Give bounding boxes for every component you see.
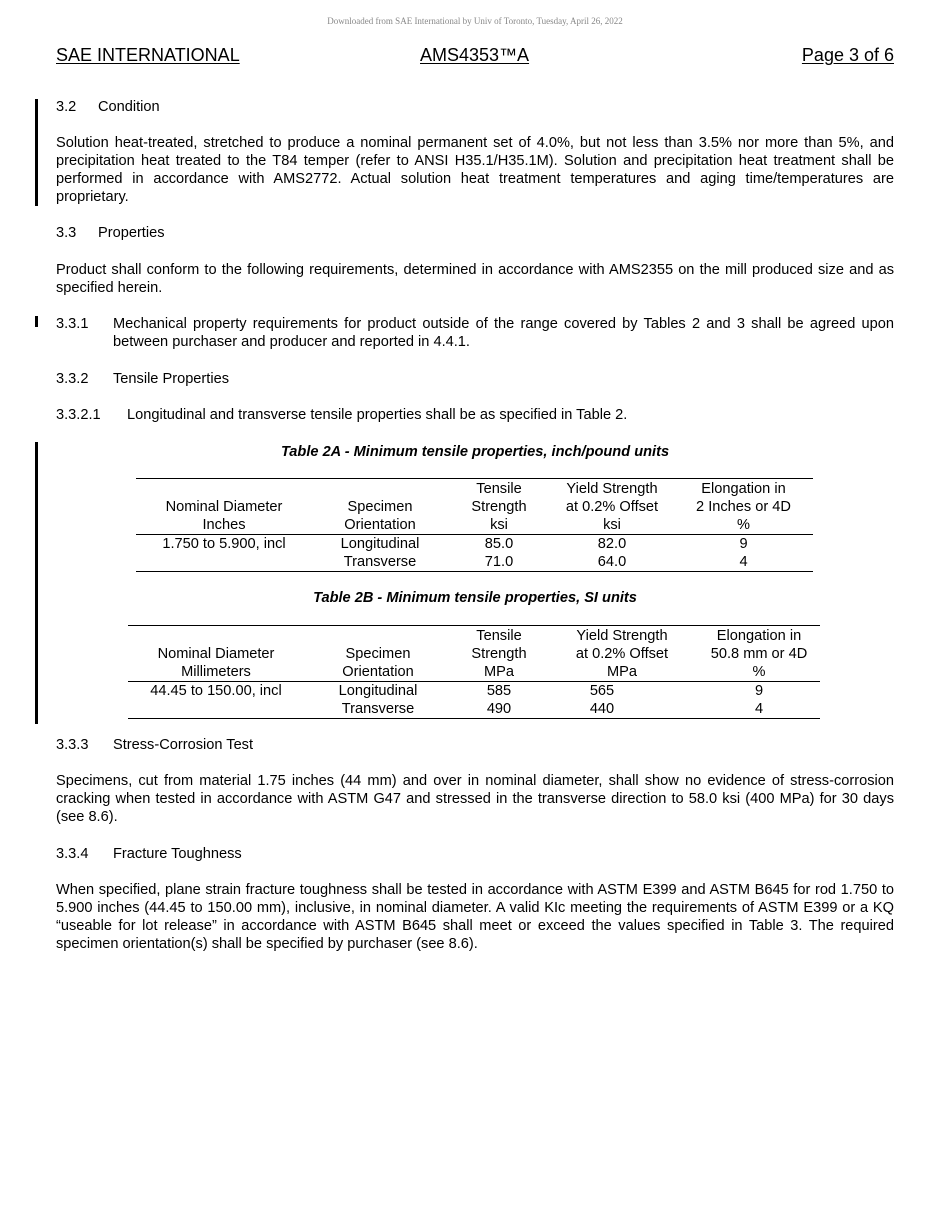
- header-cell: ksi: [603, 517, 621, 533]
- table-cell: 82.0: [597, 536, 627, 552]
- paragraph-text: Mechanical property requirements for product outside of the range covered by Tables 2 and 3 shall be agreed upon between purchaser and producer and reported in 4.4.1.: [113, 316, 894, 350]
- table-cell: 490: [486, 701, 512, 717]
- table-cell: Longitudinal: [338, 683, 418, 699]
- section-number: 3.2: [56, 99, 77, 115]
- table-cell: 4: [739, 554, 748, 570]
- section-3-3-1: [56, 315, 894, 351]
- paragraph-fracture-toughness: When specified, plane strain fracture toughness shall be tested in accordance with ASTM E399 and ASTM B645 for rod 1.750 to 5.900 inches (44.45 to 150.00 mm), inclusive, in nominal diameter. A valid KIc meeting the requirements of ASTM E399 or a KQ “useable for lot release” in accordance with ASTM B645 shall meet or exceed the values specified in Table 3. The required specimen orientation(s) shall be specified by purchaser (see 8.6).: [56, 882, 894, 952]
- table-row: [136, 535, 813, 554]
- header-page-number: Page 3 of 6: [801, 45, 894, 65]
- change-bar: [35, 99, 38, 206]
- header-cell: Orientation: [342, 664, 414, 680]
- header-cell: %: [752, 664, 766, 680]
- header-cell: Elongation in: [716, 628, 802, 644]
- section-title: Fracture Toughness: [113, 846, 242, 862]
- table-cell: [128, 700, 304, 719]
- header-cell: Yield Strength: [576, 628, 668, 644]
- section-heading-3-3: [56, 224, 894, 242]
- header-cell: 50.8 mm or 4D: [710, 646, 808, 662]
- header-cell: Tensile: [476, 481, 522, 497]
- section-heading-3-3-3: [56, 736, 894, 754]
- header-cell: Strength: [471, 499, 527, 515]
- table-header-row: [128, 663, 820, 682]
- download-notice: Downloaded from SAE International by Univ of Toronto, Tuesday, April 26, 2022: [327, 16, 623, 26]
- table-cell: Transverse: [343, 554, 417, 570]
- section-3-3-2-1: [56, 406, 894, 424]
- paragraph-condition: Solution heat-treated, stretched to produce a nominal permanent set of 4.0%, but not less than 3.5% nor more than 5%, and precipitation heat treated to the T84 temper (refer to ANSI H35.1/H35.1M). Solution and precipitation heat treatment shall be performed in accordance with AMS2772. Actual solution heat treatment temperatures and aging time/temperatures are proprietary.: [56, 135, 894, 205]
- paragraph-properties: Product shall conform to the following requirements, determined in accordance with AMS2355 on the mill produced size and as specified herein.: [56, 262, 894, 296]
- header-cell: Elongation in: [701, 481, 786, 497]
- table-header-row: [128, 626, 820, 646]
- section-title: Condition: [98, 99, 160, 115]
- table-row: [128, 682, 820, 701]
- table-cell: 565: [589, 683, 615, 699]
- table-2a-caption: Table 2A - Minimum tensile properties, inch/pound units: [280, 444, 670, 460]
- header-cell: Nominal Diameter: [157, 646, 275, 662]
- header-doc-number: AMS4353™A: [420, 45, 530, 65]
- table-row: [136, 553, 813, 572]
- table-cell: Longitudinal: [340, 536, 420, 552]
- header-cell: at 0.2% Offset: [565, 499, 659, 515]
- table-cell: 1.750 to 5.900, incl: [162, 536, 286, 552]
- section-number: 3.3.3: [56, 737, 89, 753]
- section-title: Stress-Corrosion Test: [113, 737, 254, 753]
- table-cell: 85.0: [484, 536, 514, 552]
- table-header-row: [136, 516, 813, 535]
- header-cell: Orientation: [344, 517, 416, 533]
- header-cell: Nominal Diameter: [165, 499, 283, 515]
- header-cell: Specimen: [345, 646, 411, 662]
- table-cell: 44.45 to 150.00, incl: [150, 683, 282, 699]
- change-bar: [35, 316, 38, 327]
- header-cell: Inches: [202, 517, 246, 533]
- section-title: Properties: [98, 225, 165, 241]
- header-cell: Millimeters: [181, 664, 251, 680]
- table-cell: Transverse: [341, 701, 415, 717]
- section-heading-3-3-4: [56, 845, 894, 863]
- section-number: 3.3.2: [56, 371, 89, 387]
- table-cell: 4: [754, 701, 764, 717]
- table-2b: [128, 625, 820, 719]
- section-number: 3.3.2.1: [56, 407, 101, 423]
- section-heading-3-2: [56, 98, 894, 116]
- header-cell: %: [737, 517, 750, 533]
- table-header-row: [128, 645, 820, 663]
- header-cell: MPa: [606, 664, 637, 680]
- section-number: 3.3.1: [56, 316, 89, 332]
- header-cell: Tensile: [476, 628, 522, 644]
- header-org: SAE INTERNATIONAL: [56, 45, 240, 65]
- table-cell: 9: [754, 683, 764, 699]
- section-number: 3.3: [56, 225, 77, 241]
- header-cell: Strength: [471, 646, 527, 662]
- section-heading-3-3-2: [56, 370, 894, 388]
- header-cell: Yield Strength: [566, 481, 658, 497]
- table-cell: 585: [486, 683, 512, 699]
- paragraph-stress-corrosion: Specimens, cut from material 1.75 inches (44 mm) and over in nominal diameter, shall show no evidence of stress-corrosion cracking when tested in accordance with ASTM G47 and stressed in the transverse direction to 58.0 ksi (400 MPa) for 30 days (see 8.6).: [56, 773, 894, 825]
- table-2a: [136, 478, 813, 572]
- header-cell: MPa: [483, 664, 514, 680]
- table-cell: 440: [589, 701, 615, 717]
- table-cell: 64.0: [597, 554, 627, 570]
- table-cell: 71.0: [484, 554, 514, 570]
- change-bar: [35, 442, 38, 724]
- section-title: Tensile Properties: [113, 371, 229, 387]
- paragraph-text: Longitudinal and transverse tensile properties shall be as specified in Table 2.: [127, 407, 628, 423]
- header-cell: at 0.2% Offset: [575, 646, 669, 662]
- table-header-row: [136, 479, 813, 499]
- section-number: 3.3.4: [56, 846, 89, 862]
- header-cell: ksi: [490, 517, 508, 533]
- table-row: [128, 700, 820, 719]
- table-cell: 9: [739, 536, 748, 552]
- table-cell: [136, 553, 312, 572]
- table-header-row: [136, 498, 813, 516]
- table-2b-caption: Table 2B - Minimum tensile properties, SI units: [313, 590, 637, 606]
- header-cell: Specimen: [347, 499, 413, 515]
- header-cell: 2 Inches or 4D: [696, 499, 791, 515]
